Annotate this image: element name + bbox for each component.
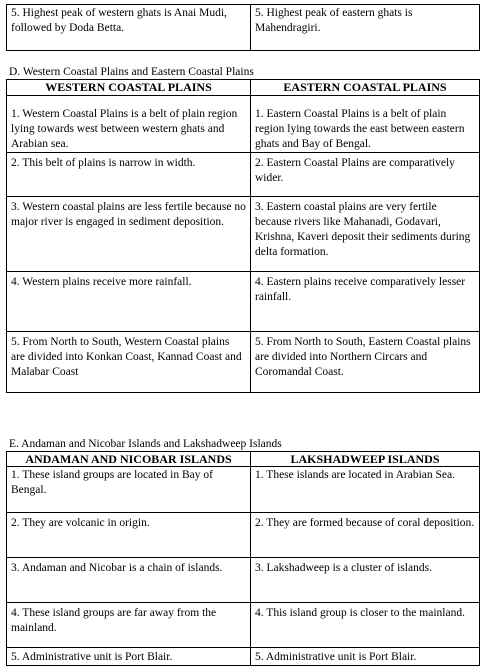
table-row — [7, 5, 480, 51]
andaman-nicobar-header: ANDAMAN AND NICOBAR ISLANDS — [7, 452, 251, 467]
coastal-plains-table — [6, 79, 480, 393]
table-row — [7, 558, 480, 603]
table-cell: 3. Andaman and Nicobar is a chain of islands. — [7, 558, 251, 603]
table-row — [7, 467, 480, 513]
table-row — [7, 648, 480, 666]
section-d-title: D. Western Coastal Plains and Eastern Coastal Plains — [9, 66, 254, 78]
table-header-row — [7, 80, 480, 96]
western-ghats-peak-cell: 5. Highest peak of western ghats is Anai Mudi, followed by Doda Betta. — [7, 5, 251, 51]
table-cell: 3. Western coastal plains are less fertile because no major river is engaged in sediment deposition. — [7, 197, 251, 272]
table-cell: 1. These islands are located in Arabian Sea. — [251, 467, 480, 513]
table-cell: 4. Western plains receive more rainfall. — [7, 272, 251, 332]
table-cell: 5. From North to South, Eastern Coastal plains are divided into Northern Circars and Coromandal Coast. — [251, 332, 480, 393]
eastern-ghats-peak-cell: 5. Highest peak of eastern ghats is Mahendragiri. — [251, 5, 480, 51]
table-header-row — [7, 452, 480, 467]
table-cell: 3. Lakshadweep is a cluster of islands. — [251, 558, 480, 603]
table-cell: 2. They are volcanic in origin. — [7, 513, 251, 558]
table-cell: 4. This island group is closer to the mainland. — [251, 603, 480, 648]
table-cell: 4. These island groups are far away from the mainland. — [7, 603, 251, 648]
table-cell: 3. Eastern coastal plains are very fertile because rivers like Mahanadi, Godavari, Krishna, Kaveri deposit their sediments during delta formation. — [251, 197, 480, 272]
table-cell: 5. Administrative unit is Port Blair. — [7, 648, 251, 666]
table-cell: 1. Western Coastal Plains is a belt of plain region lying towards west between western ghats and Arabian sea. — [7, 96, 251, 153]
table-cell: 2. Eastern Coastal Plains are comparatively wider. — [251, 153, 480, 197]
table-cell: 5. Administrative unit is Port Blair. — [251, 648, 480, 666]
table-cell: 2. They are formed because of coral deposition. — [251, 513, 480, 558]
table-row — [7, 332, 480, 393]
western-coastal-plains-header: WESTERN COASTAL PLAINS — [7, 80, 251, 96]
section-e-title: E. Andaman and Nicobar Islands and Lakshadweep Islands — [9, 438, 282, 450]
islands-table — [6, 451, 480, 666]
table-cell: 5. From North to South, Western Coastal plains are divided into Konkan Coast, Kannad Coast and Malabar Coast — [7, 332, 251, 393]
table-row — [7, 153, 480, 197]
lakshadweep-header: LAKSHADWEEP ISLANDS — [251, 452, 480, 467]
table-cell: 1. These island groups are located in Bay of Bengal. — [7, 467, 251, 513]
table-cell: 1. Eastern Coastal Plains is a belt of plain region lying towards the east between eastern ghats and Bay of Bengal. — [251, 96, 480, 153]
table-row — [7, 197, 480, 272]
table-row — [7, 272, 480, 332]
table-row — [7, 96, 480, 153]
eastern-coastal-plains-header: EASTERN COASTAL PLAINS — [251, 80, 480, 96]
table-row — [7, 603, 480, 648]
table-cell: 2. This belt of plains is narrow in width. — [7, 153, 251, 197]
table-cell: 4. Eastern plains receive comparatively lesser rainfall. — [251, 272, 480, 332]
table-row — [7, 513, 480, 558]
ghats-peak-table — [6, 4, 480, 51]
